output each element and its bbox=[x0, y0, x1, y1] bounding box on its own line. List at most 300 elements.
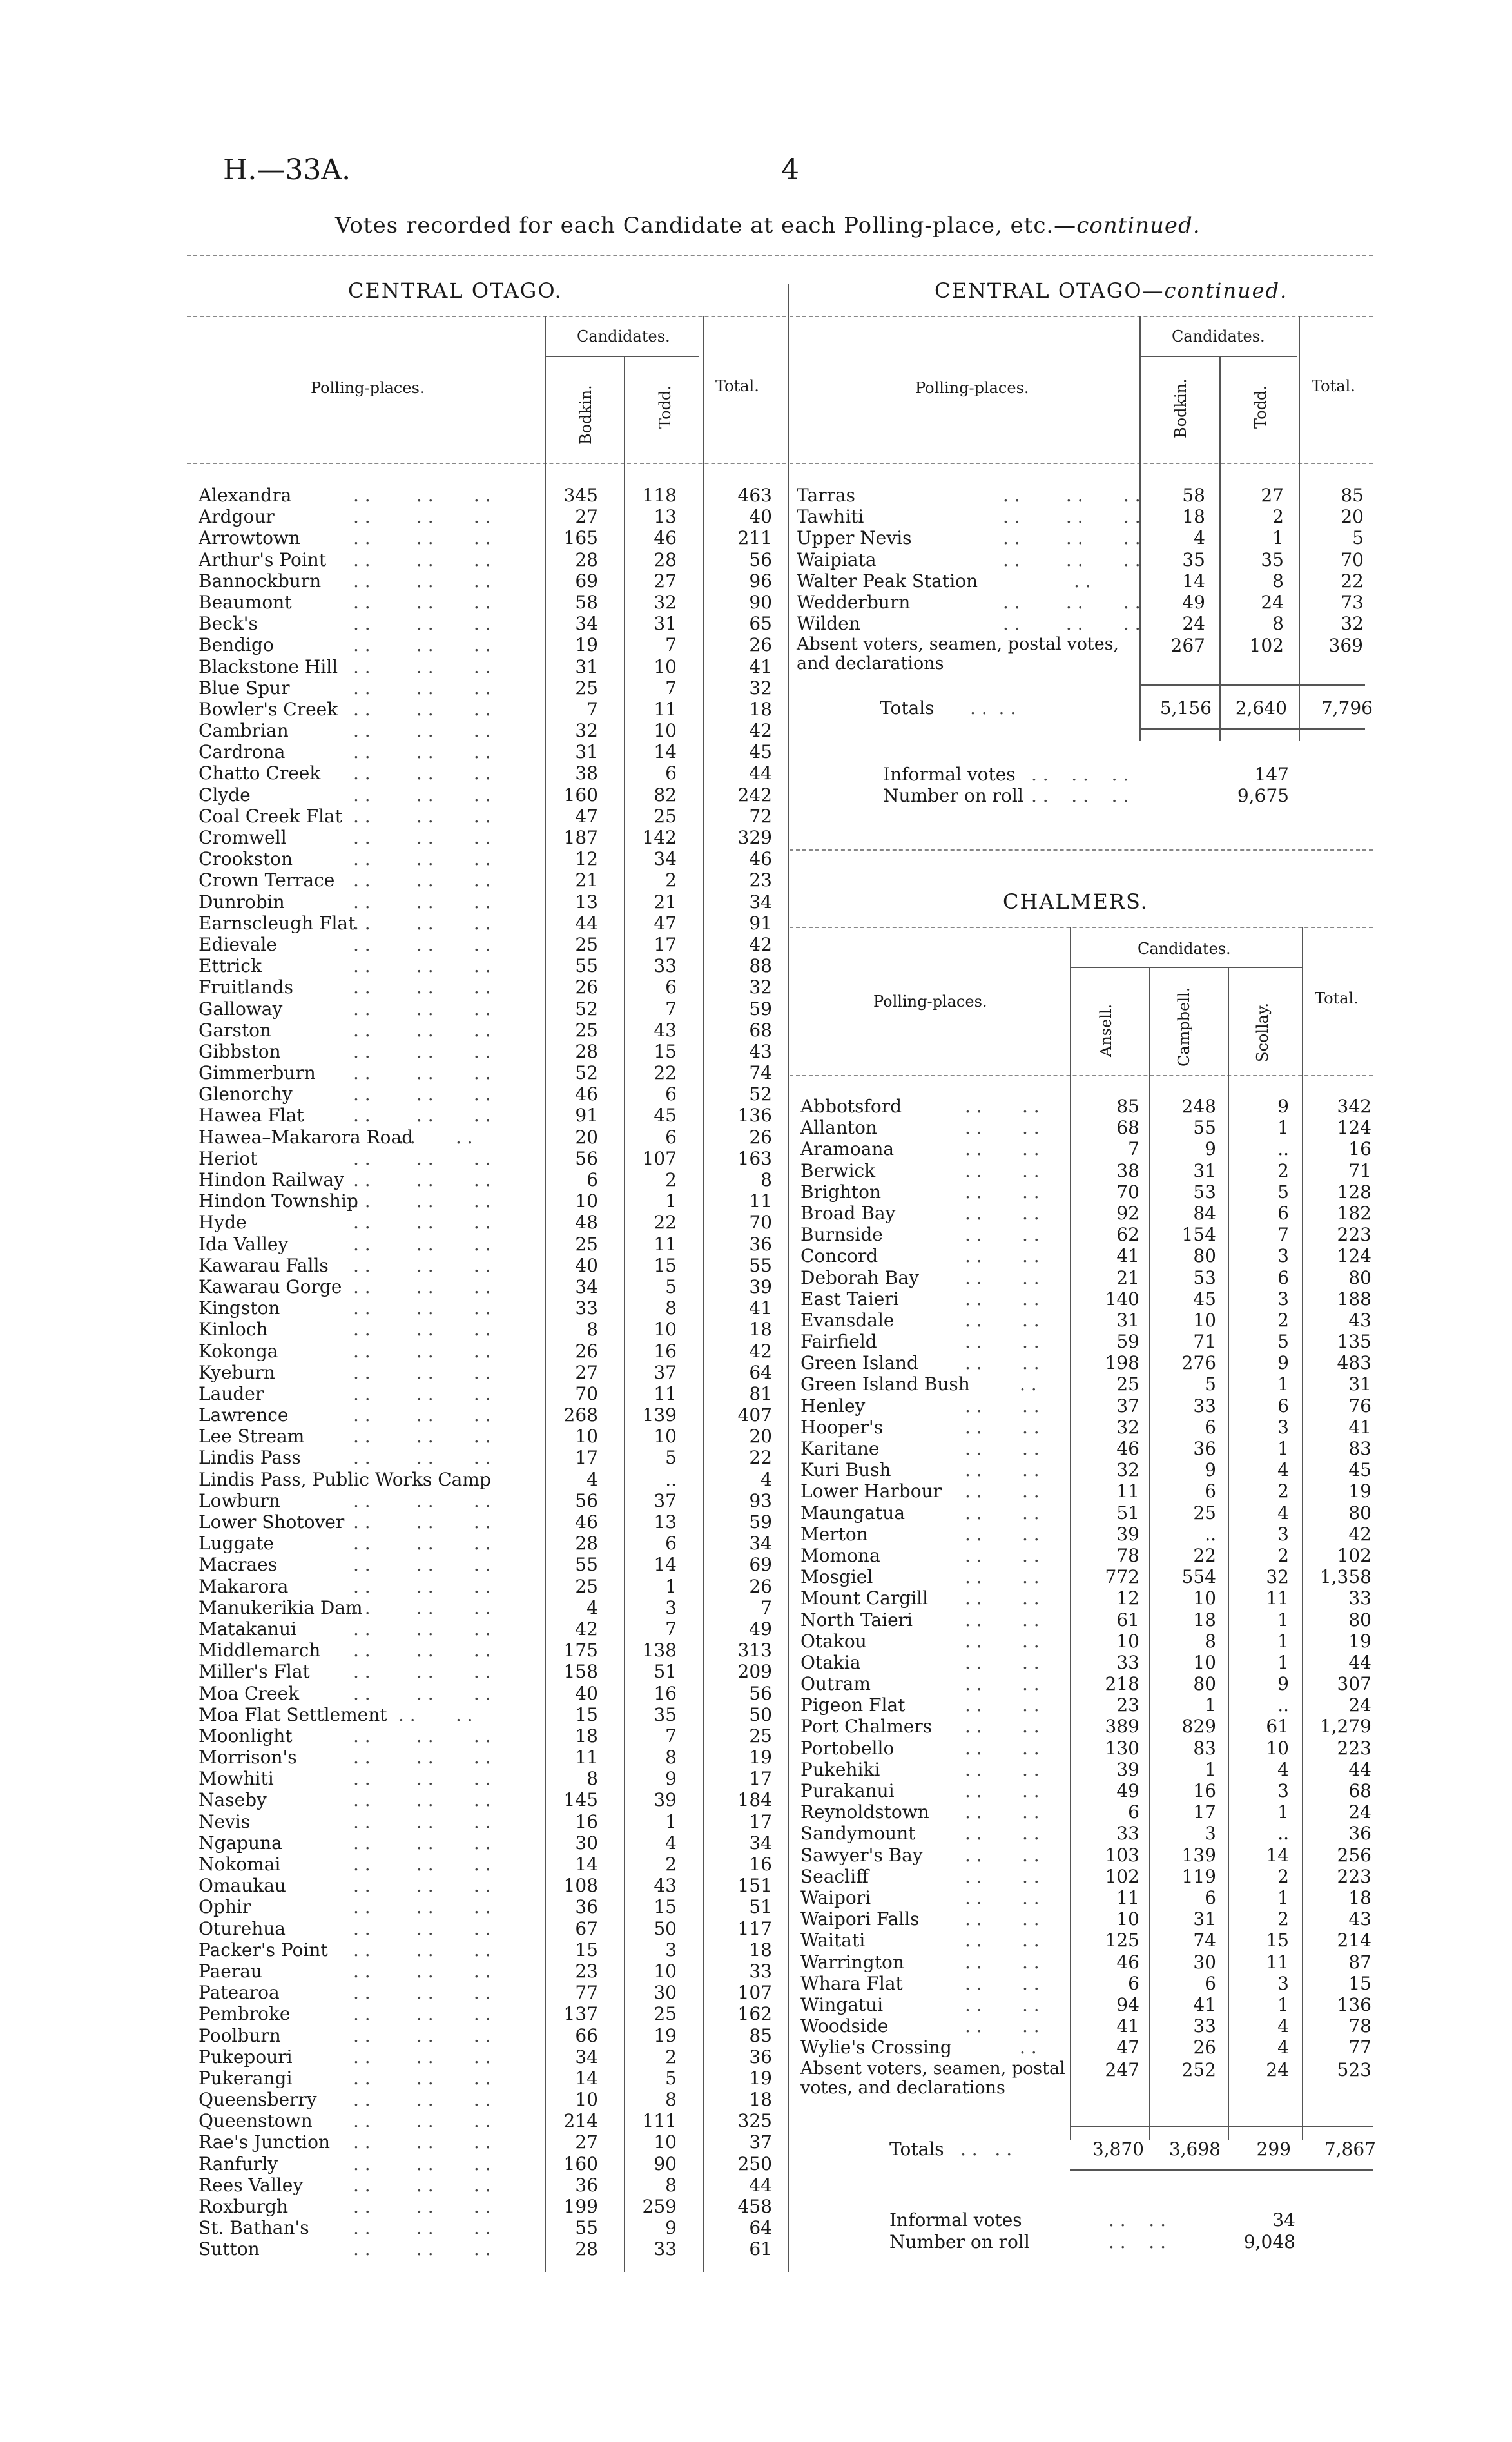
total-votes: 76 bbox=[1348, 1395, 1371, 1417]
todd-votes: 7 bbox=[665, 1725, 677, 1747]
polling-place-name: Upper Nevis bbox=[797, 527, 912, 549]
polling-place-name: Portobello bbox=[800, 1737, 895, 1759]
polling-place-name: Warrington bbox=[800, 1951, 904, 1973]
ansell-votes: 218 bbox=[1105, 1673, 1139, 1695]
total-votes: 42 bbox=[749, 720, 772, 742]
polling-place-name: Nokomai bbox=[199, 1854, 281, 1875]
polling-place-name: Woodside bbox=[800, 2015, 889, 2037]
dot-leader: . . . . . . bbox=[353, 1533, 491, 1555]
bodkin-votes: 7 bbox=[586, 698, 598, 720]
scollay-votes: 3 bbox=[1277, 1416, 1289, 1438]
dot-leader: . . . . . . bbox=[353, 998, 491, 1020]
dot-leader: . . . . bbox=[965, 1630, 1040, 1652]
dot-leader: . . . . . . bbox=[353, 1896, 491, 1918]
bodkin-votes: 175 bbox=[563, 1640, 598, 1662]
todd-votes: 47 bbox=[654, 912, 677, 934]
dot-leader: . . . . . . bbox=[353, 1169, 491, 1190]
central-otago-row bbox=[199, 869, 972, 891]
polling-place-name: Ardgour bbox=[199, 506, 275, 528]
dot-leader: . . . . bbox=[965, 1609, 1040, 1631]
total-votes: 209 bbox=[737, 1661, 772, 1683]
total-votes: 87 bbox=[1348, 1951, 1371, 1973]
campbell-votes: 74 bbox=[1193, 1930, 1216, 1952]
dot-leader: . . . . . . bbox=[353, 805, 491, 827]
todd-votes: 22 bbox=[654, 1062, 677, 1084]
total-votes: 96 bbox=[749, 570, 772, 592]
ansell-votes: 102 bbox=[1105, 1865, 1139, 1887]
dot-leader: . . . . . . bbox=[353, 2024, 491, 2046]
total-votes: 36 bbox=[749, 2046, 772, 2068]
scollay-votes: 32 bbox=[1266, 1566, 1289, 1588]
dot-leader: . . . . . . bbox=[353, 1040, 491, 1062]
total-votes: 44 bbox=[1348, 1758, 1371, 1780]
total-votes: 37 bbox=[749, 2131, 772, 2153]
total-votes: 325 bbox=[737, 2110, 772, 2132]
polling-place-name: Patearoa bbox=[199, 1982, 280, 2004]
scollay-votes: 3 bbox=[1277, 1523, 1289, 1545]
ansell-votes: 41 bbox=[1116, 2015, 1139, 2037]
dot-leader: . . . . . . bbox=[353, 720, 491, 742]
ansell-votes: 198 bbox=[1105, 1352, 1139, 1374]
todd-votes: 2 bbox=[665, 1854, 677, 1875]
divider bbox=[790, 1075, 1373, 1076]
ch-polling-heading: Polling-places. bbox=[873, 993, 987, 1011]
total-votes: 33 bbox=[749, 1960, 772, 1982]
polling-place-name: Hindon Township bbox=[199, 1190, 358, 1212]
ansell-votes: 68 bbox=[1116, 1117, 1139, 1139]
todd-votes: 37 bbox=[654, 1361, 677, 1383]
central-otago-cont-row bbox=[797, 549, 1377, 570]
total-votes: 17 bbox=[749, 1810, 772, 1832]
campbell-votes: 10 bbox=[1193, 1651, 1216, 1673]
bodkin-votes: 46 bbox=[575, 1511, 598, 1533]
dot-leader: . . . . . . bbox=[353, 1640, 491, 1662]
coc-totals-total: 7,796 bbox=[1321, 697, 1373, 719]
bodkin-votes: 55 bbox=[575, 2217, 598, 2239]
dot-leader: . . . . bbox=[965, 1480, 1040, 1502]
total-votes: 43 bbox=[1348, 1309, 1371, 1331]
total-votes: 18 bbox=[1348, 1886, 1371, 1908]
ansell-votes: 85 bbox=[1116, 1096, 1139, 1117]
todd-votes: 139 bbox=[642, 1404, 677, 1426]
todd-votes: 10 bbox=[654, 655, 677, 677]
ansell-votes: 33 bbox=[1116, 1823, 1139, 1845]
ansell-votes: 23 bbox=[1116, 1694, 1139, 1716]
polling-place-name: Tarras bbox=[797, 485, 856, 506]
dot-leader: . . . . . . bbox=[353, 762, 491, 784]
dot-leader: . . . . . . bbox=[353, 1233, 491, 1255]
total-votes: 36 bbox=[749, 1233, 772, 1255]
todd-votes: 15 bbox=[654, 1254, 677, 1276]
dot-leader: . . . . bbox=[965, 1309, 1040, 1331]
total-votes: 45 bbox=[749, 741, 772, 763]
central-otago-row bbox=[199, 699, 972, 720]
bodkin-votes: 36 bbox=[575, 2174, 598, 2196]
polling-place-name: Pukepouri bbox=[199, 2046, 293, 2068]
total-votes: 19 bbox=[749, 2067, 772, 2089]
scollay-votes: 3 bbox=[1277, 1245, 1289, 1267]
polling-place-name: Allanton bbox=[800, 1117, 877, 1139]
todd-votes: 5 bbox=[665, 1447, 677, 1469]
todd-votes: 21 bbox=[654, 891, 677, 913]
campbell-votes: 80 bbox=[1193, 1673, 1216, 1695]
scollay-votes: 6 bbox=[1277, 1266, 1289, 1288]
dot-leader: . . . . bbox=[965, 1587, 1040, 1609]
polling-place-name: East Taieri bbox=[800, 1288, 899, 1310]
dot-leader: . . . . . . bbox=[353, 570, 491, 592]
total-votes: 16 bbox=[1348, 1138, 1371, 1160]
scollay-votes: 1 bbox=[1277, 1373, 1289, 1395]
central-otago-row bbox=[199, 741, 972, 762]
dot-leader: . . . . bbox=[965, 1886, 1040, 1908]
total-votes: 41 bbox=[749, 655, 772, 677]
bodkin-votes: 27 bbox=[575, 2131, 598, 2153]
total-votes: 32 bbox=[749, 677, 772, 699]
polling-place-name: Hindon Railway bbox=[199, 1169, 344, 1190]
todd-votes: 35 bbox=[654, 1703, 677, 1725]
dot-leader: . . . . bbox=[965, 1117, 1040, 1139]
central-otago-row bbox=[199, 806, 972, 827]
total-votes: 483 bbox=[1337, 1352, 1371, 1374]
bodkin-votes: 25 bbox=[575, 677, 598, 699]
polling-place-name: Aramoana bbox=[800, 1138, 895, 1160]
ansell-votes: 25 bbox=[1116, 1373, 1139, 1395]
campbell-votes: 6 bbox=[1205, 1972, 1216, 1994]
campbell-votes: 31 bbox=[1193, 1159, 1216, 1181]
total-votes: 70 bbox=[1341, 548, 1364, 570]
polling-place-name: Broad Bay bbox=[800, 1202, 896, 1224]
todd-votes: 8 bbox=[665, 1297, 677, 1319]
ch-absent-ansell: 247 bbox=[1105, 2059, 1139, 2080]
bodkin-votes: 52 bbox=[575, 1062, 598, 1084]
campbell-votes: 83 bbox=[1193, 1737, 1216, 1759]
dot-leader: . . . . . . bbox=[1003, 548, 1141, 570]
dot-leader: . . . . . . bbox=[353, 548, 491, 570]
dot-leader: . . bbox=[1020, 2037, 1037, 2059]
dot-leader: . . . . . . bbox=[353, 1361, 491, 1383]
total-votes: 26 bbox=[749, 1575, 772, 1597]
dot-leader: . . . . bbox=[965, 1523, 1040, 1545]
todd-votes: 6 bbox=[665, 1533, 677, 1555]
scollay-votes: 9 bbox=[1277, 1096, 1289, 1117]
dot-leader: . . . . bbox=[965, 1780, 1040, 1801]
dot-leader: . . . . bbox=[965, 1737, 1040, 1759]
chalmers-row bbox=[800, 1973, 1381, 1994]
dot-leader: . . . . bbox=[965, 1416, 1040, 1438]
total-votes: 124 bbox=[1337, 1245, 1371, 1267]
scollay-votes: 1 bbox=[1277, 1993, 1289, 2015]
polling-place-name: Moa Flat Settlement bbox=[199, 1703, 387, 1725]
campbell-votes: 5 bbox=[1205, 1373, 1216, 1395]
ansell-votes: 39 bbox=[1116, 1523, 1139, 1545]
campbell-votes: 1 bbox=[1205, 1758, 1216, 1780]
dot-leader: . . . . . . bbox=[353, 1404, 491, 1426]
dot-leader: . . . . bbox=[965, 1502, 1040, 1524]
dot-leader: . . . . . . bbox=[353, 2089, 491, 2111]
bodkin-votes: 10 bbox=[575, 2089, 598, 2111]
total-votes: 44 bbox=[749, 762, 772, 784]
dot-leader: . . bbox=[1074, 570, 1091, 592]
campbell-votes: 41 bbox=[1193, 1993, 1216, 2015]
ansell-votes: 10 bbox=[1116, 1908, 1139, 1930]
dot-leader: . . . . bbox=[960, 2138, 1013, 2160]
polling-place-name: Crown Terrace bbox=[199, 869, 335, 891]
chalmers-row bbox=[800, 1502, 1381, 1524]
total-votes: 463 bbox=[737, 485, 772, 506]
dot-leader: . . . . . . bbox=[353, 2067, 491, 2089]
subtitle-main: Votes recorded for each Candidate at each Polling-place, etc.— bbox=[335, 213, 1077, 238]
polling-place-name: Middlemarch bbox=[199, 1640, 321, 1662]
dot-leader: . . . . . . bbox=[353, 1447, 491, 1469]
central-otago-cont-row bbox=[797, 592, 1377, 613]
dot-leader: . . . . . . bbox=[353, 741, 491, 763]
bodkin-votes: 14 bbox=[1182, 570, 1205, 592]
chalmers-row bbox=[800, 1373, 1381, 1395]
total-votes: 32 bbox=[749, 976, 772, 998]
dot-leader: . . . . bbox=[965, 1908, 1040, 1930]
dot-leader: . . . . . . bbox=[353, 869, 491, 891]
dot-leader: . . . . . . bbox=[353, 1426, 491, 1448]
bodkin-votes: 214 bbox=[563, 2110, 598, 2132]
central-otago-cont-row bbox=[797, 506, 1377, 527]
total-votes: 407 bbox=[737, 1404, 772, 1426]
coc-absent-label: Absent voters, seamen, postal votes, and declarations bbox=[797, 634, 1119, 673]
todd-votes: 27 bbox=[654, 570, 677, 592]
todd-votes: 32 bbox=[654, 591, 677, 613]
dot-leader: . . . . bbox=[1109, 2209, 1167, 2231]
co-candidate-bodkin: Bodkin. bbox=[577, 385, 595, 445]
dot-leader: . . . . . . bbox=[353, 485, 491, 506]
ansell-votes: 78 bbox=[1116, 1544, 1139, 1566]
coc-roll-label: Number on roll bbox=[883, 785, 1023, 806]
bodkin-votes: 58 bbox=[575, 591, 598, 613]
total-votes: 107 bbox=[737, 1982, 772, 2004]
chalmers-row bbox=[800, 1845, 1381, 1866]
ch-totals-total: 7,867 bbox=[1324, 2138, 1376, 2160]
bodkin-votes: 25 bbox=[575, 1019, 598, 1041]
central-otago-row bbox=[199, 2217, 972, 2238]
total-votes: 72 bbox=[749, 805, 772, 827]
scollay-votes: 1 bbox=[1277, 1886, 1289, 1908]
dot-leader: . . . . bbox=[965, 1566, 1040, 1588]
polling-place-name: Lindis Pass, Public Works Camp bbox=[199, 1468, 491, 1490]
coc-total-heading: Total. bbox=[1312, 377, 1355, 395]
dot-leader: . . . . . . bbox=[353, 1297, 491, 1319]
polling-place-name: Wedderburn bbox=[797, 591, 911, 613]
total-votes: 22 bbox=[1341, 570, 1364, 592]
campbell-votes: 30 bbox=[1193, 1951, 1216, 1973]
total-votes: 136 bbox=[1337, 1993, 1371, 2015]
bodkin-votes: 345 bbox=[563, 485, 598, 506]
ansell-votes: 38 bbox=[1116, 1159, 1139, 1181]
ansell-votes: 130 bbox=[1105, 1737, 1139, 1759]
polling-place-name: Abbotsford bbox=[800, 1096, 902, 1117]
dot-leader: . . . . . . bbox=[353, 784, 491, 806]
scollay-votes: 15 bbox=[1266, 1930, 1289, 1952]
divider bbox=[187, 316, 786, 317]
scollay-votes: 1 bbox=[1277, 1630, 1289, 1652]
central-otago-row bbox=[199, 913, 972, 934]
polling-place-name: Nevis bbox=[199, 1810, 251, 1832]
scollay-votes: 3 bbox=[1277, 1288, 1289, 1310]
polling-place-name: Gimmerburn bbox=[199, 1062, 316, 1084]
todd-votes: 14 bbox=[654, 1554, 677, 1576]
chalmers-row bbox=[800, 1545, 1381, 1566]
dot-leader: . . . . bbox=[965, 1438, 1040, 1459]
todd-votes: 82 bbox=[654, 784, 677, 806]
todd-votes: 35 bbox=[1261, 548, 1284, 570]
polling-place-name: Kokonga bbox=[199, 1340, 278, 1362]
total-votes: 32 bbox=[1341, 613, 1364, 635]
campbell-votes: 22 bbox=[1193, 1544, 1216, 1566]
dot-leader: . . . . . . bbox=[353, 1939, 491, 1961]
co-cont-title-main: CENTRAL OTAGO— bbox=[935, 278, 1165, 303]
total-votes: 329 bbox=[737, 827, 772, 848]
polling-place-name: Miller's Flat bbox=[199, 1661, 310, 1683]
todd-votes: 19 bbox=[654, 2024, 677, 2046]
central-otago-row bbox=[199, 934, 972, 955]
chalmers-row bbox=[800, 1459, 1381, 1480]
scollay-votes: 3 bbox=[1277, 1780, 1289, 1801]
todd-votes: 107 bbox=[642, 1147, 677, 1169]
total-votes: 50 bbox=[749, 1703, 772, 1725]
todd-votes: 138 bbox=[642, 1640, 677, 1662]
bodkin-votes: 25 bbox=[575, 1233, 598, 1255]
total-votes: 80 bbox=[1348, 1609, 1371, 1631]
total-votes: 17 bbox=[749, 1768, 772, 1790]
polling-place-name: Sutton bbox=[199, 2238, 260, 2260]
dot-leader: . . . . . . bbox=[353, 2003, 491, 2025]
todd-votes: 4 bbox=[665, 1832, 677, 1854]
scollay-votes: 4 bbox=[1277, 1502, 1289, 1524]
todd-votes: 11 bbox=[654, 698, 677, 720]
dot-leader: . . . . . . bbox=[353, 2046, 491, 2068]
polling-place-name: Gibbston bbox=[199, 1040, 281, 1062]
total-votes: 102 bbox=[1337, 1544, 1371, 1566]
todd-votes: 7 bbox=[665, 677, 677, 699]
total-votes: 163 bbox=[737, 1147, 772, 1169]
dot-leader: . . . . bbox=[965, 1096, 1040, 1117]
dot-leader: . . . . . . bbox=[353, 1382, 491, 1404]
campbell-votes: 10 bbox=[1193, 1309, 1216, 1331]
todd-votes: 14 bbox=[654, 741, 677, 763]
bodkin-votes: 44 bbox=[575, 912, 598, 934]
total-votes: 307 bbox=[1337, 1673, 1371, 1695]
scollay-votes: 2 bbox=[1277, 1908, 1289, 1930]
dot-leader: . . . . . . bbox=[353, 1917, 491, 1939]
chalmers-row bbox=[800, 1096, 1381, 1117]
total-votes: 42 bbox=[1348, 1523, 1371, 1545]
dot-leader: . . . . . . bbox=[353, 527, 491, 549]
subtitle-tail: continued. bbox=[1076, 213, 1201, 238]
dot-leader: . . . . bbox=[398, 1703, 473, 1725]
campbell-votes: 18 bbox=[1193, 1609, 1216, 1631]
polling-place-name: Hawea Flat bbox=[199, 1105, 304, 1127]
bodkin-votes: 26 bbox=[575, 1340, 598, 1362]
todd-votes: 46 bbox=[654, 527, 677, 549]
todd-votes: 15 bbox=[654, 1896, 677, 1918]
chalmers-row bbox=[800, 1352, 1381, 1373]
total-votes: 26 bbox=[749, 634, 772, 656]
total-votes: 80 bbox=[1348, 1502, 1371, 1524]
ansell-votes: 92 bbox=[1116, 1202, 1139, 1224]
total-votes: 39 bbox=[749, 1275, 772, 1297]
polling-place-name: Maungatua bbox=[800, 1502, 906, 1524]
total-votes: 458 bbox=[737, 2196, 772, 2217]
chalmers-row bbox=[800, 1994, 1381, 2015]
todd-votes: 10 bbox=[654, 2131, 677, 2153]
todd-votes: 10 bbox=[654, 720, 677, 742]
dot-leader: . . . . . . bbox=[353, 1875, 491, 1897]
dot-leader: . . . . . . bbox=[353, 1489, 491, 1511]
co-candidates-heading: Candidates. bbox=[577, 327, 670, 345]
bodkin-votes: 28 bbox=[575, 2238, 598, 2260]
bodkin-votes: 42 bbox=[575, 1618, 598, 1640]
ansell-votes: 11 bbox=[1116, 1886, 1139, 1908]
dot-leader: . . . . bbox=[965, 1823, 1040, 1845]
todd-votes: 6 bbox=[665, 1083, 677, 1105]
polling-place-name: Bendigo bbox=[199, 634, 274, 656]
total-votes: 15 bbox=[1348, 1972, 1371, 1994]
scollay-votes: 2 bbox=[1277, 1309, 1289, 1331]
campbell-votes: 9 bbox=[1205, 1459, 1216, 1481]
total-votes: 90 bbox=[749, 591, 772, 613]
bodkin-votes: 33 bbox=[575, 1297, 598, 1319]
total-votes: 52 bbox=[749, 1083, 772, 1105]
dot-leader: . . . . . . bbox=[353, 613, 491, 635]
todd-votes: 25 bbox=[654, 805, 677, 827]
dot-leader: . . . . . . bbox=[353, 2238, 491, 2260]
campbell-votes: 6 bbox=[1205, 1416, 1216, 1438]
total-votes: 135 bbox=[1337, 1331, 1371, 1353]
total-votes: 11 bbox=[749, 1190, 772, 1212]
total-votes: 162 bbox=[737, 2003, 772, 2025]
campbell-votes: 84 bbox=[1193, 1202, 1216, 1224]
polling-place-name: Henley bbox=[800, 1395, 866, 1417]
total-votes: 69 bbox=[749, 1554, 772, 1576]
dot-leader: . . . . bbox=[965, 1288, 1040, 1310]
bodkin-votes: 4 bbox=[586, 1468, 598, 1490]
polling-place-name: Brighton bbox=[800, 1181, 882, 1203]
bodkin-votes: 145 bbox=[563, 1789, 598, 1811]
dot-leader: . . . . bbox=[965, 1459, 1040, 1481]
chalmers-row bbox=[800, 1716, 1381, 1737]
total-votes: 26 bbox=[749, 1126, 772, 1148]
polling-place-name: Lauder bbox=[199, 1382, 264, 1404]
polling-place-name: Port Chalmers bbox=[800, 1716, 933, 1738]
ansell-votes: 51 bbox=[1116, 1502, 1139, 1524]
bodkin-votes: 28 bbox=[575, 1040, 598, 1062]
dot-leader: . . . . . . bbox=[353, 1019, 491, 1041]
bodkin-votes: 4 bbox=[586, 1596, 598, 1618]
divider bbox=[545, 356, 699, 357]
scollay-votes: 1 bbox=[1277, 1438, 1289, 1459]
ch-roll-label: Number on roll bbox=[889, 2231, 1030, 2253]
total-votes: 20 bbox=[749, 1426, 772, 1448]
polling-place-name: Pukehiki bbox=[800, 1758, 880, 1780]
bodkin-votes: 160 bbox=[563, 784, 598, 806]
todd-votes: 13 bbox=[654, 506, 677, 528]
ansell-votes: 772 bbox=[1105, 1566, 1139, 1588]
bodkin-votes: 38 bbox=[575, 762, 598, 784]
total-votes: 93 bbox=[749, 1489, 772, 1511]
dot-leader: . . . . . . bbox=[353, 1982, 491, 2004]
dot-leader: . . . . . . bbox=[1003, 613, 1141, 635]
central-otago-row bbox=[199, 2175, 972, 2196]
chalmers-row bbox=[800, 1203, 1381, 1224]
todd-votes: 2 bbox=[665, 2046, 677, 2068]
todd-votes: 50 bbox=[654, 1917, 677, 1939]
